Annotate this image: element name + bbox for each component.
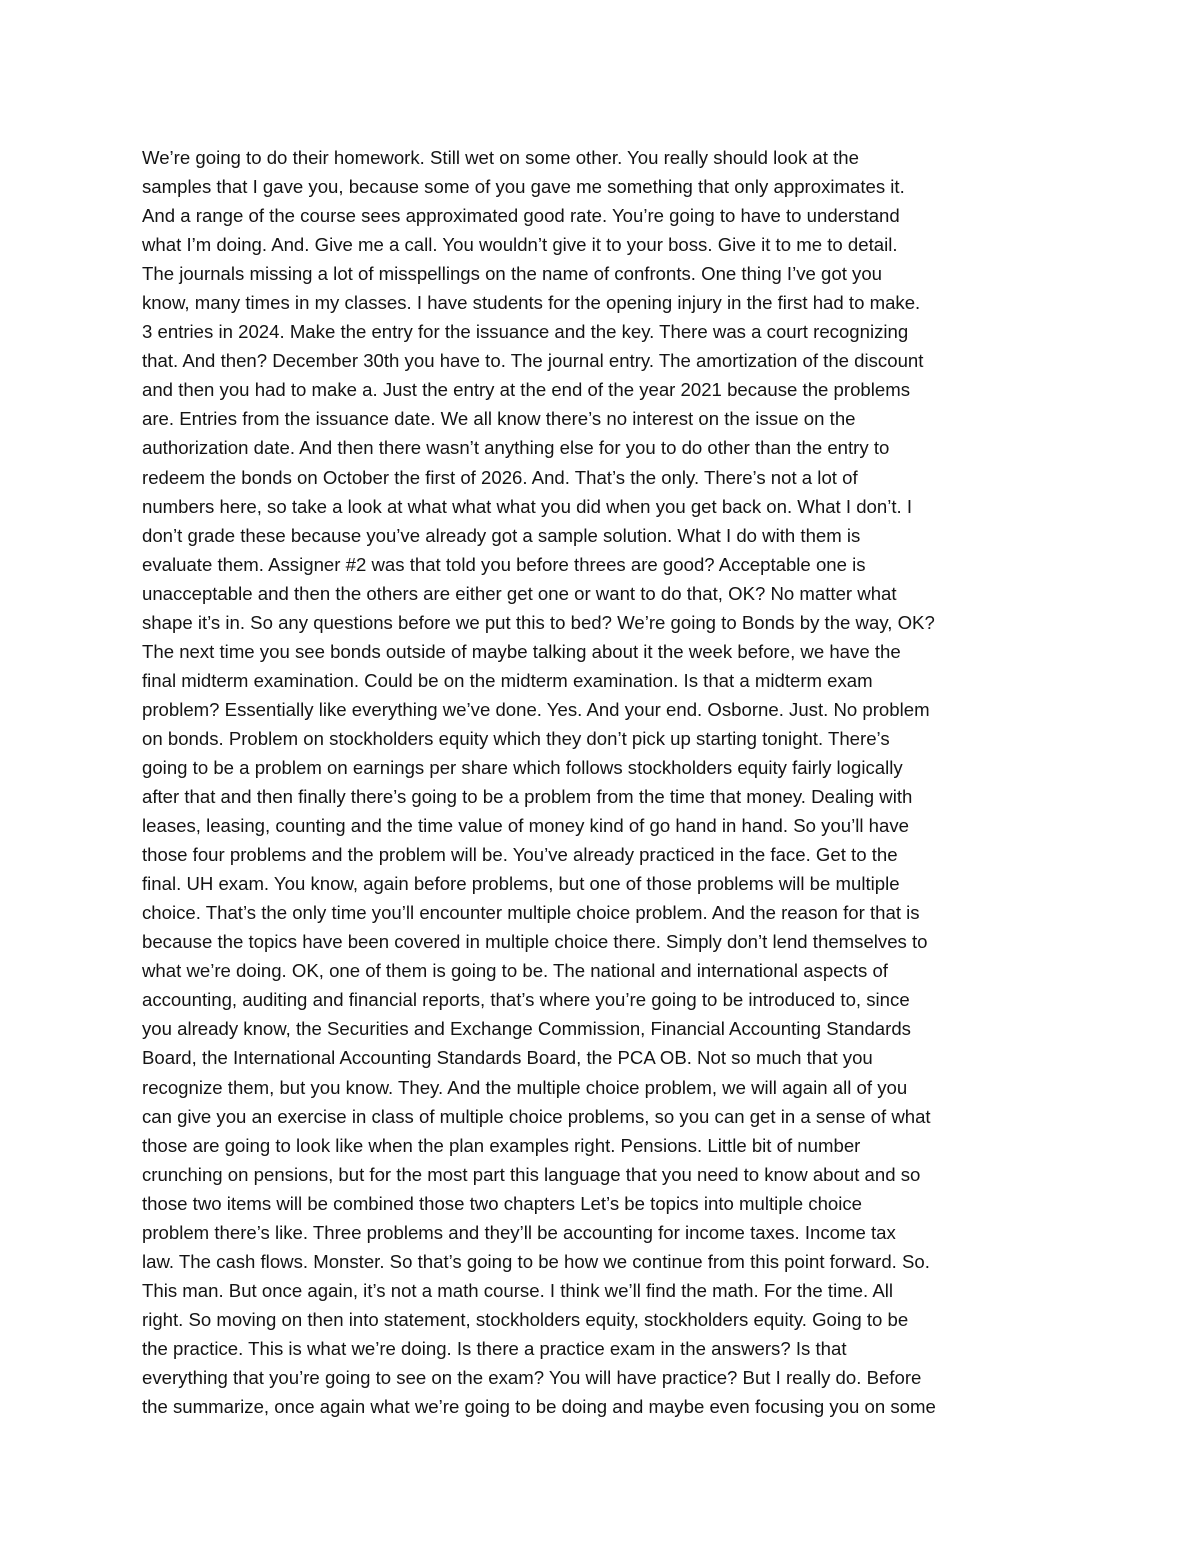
text-line-30: accounting, auditing and financial reports, that’s where you’re going to be introduced to, since bbox=[142, 989, 910, 1011]
text-line-25: those four problems and the problem will be. You’ve already practiced in the face. Get to the bbox=[142, 844, 898, 866]
text-line-19: final midterm examination. Could be on the midterm examination. Is that a midterm exam bbox=[142, 669, 873, 691]
text-line-16: unacceptable and then the others are either get one or want to do that, OK? No matter what bbox=[142, 582, 897, 604]
text-line-29: what we’re doing. OK, one of them is going to be. The national and international aspects of bbox=[142, 960, 888, 982]
text-line-41: right. So moving on then into statement, stockholders equity, stockholders equity. Going to be bbox=[142, 1308, 909, 1330]
text-line-44: the summarize, once again what we’re going to be doing and maybe even focusing you on some bbox=[142, 1396, 936, 1418]
text-line-31: you already know, the Securities and Exchange Commission, Financial Accounting Standards bbox=[142, 1018, 911, 1040]
text-line-35: those are going to look like when the plan examples right. Pensions. Little bit of number bbox=[142, 1134, 861, 1156]
text-line-38: problem there’s like. Three problems and they’ll be accounting for income taxes. Income tax bbox=[142, 1221, 896, 1243]
text-line-26: final. UH exam. You know, again before problems, but one of those problems will be multiple bbox=[142, 873, 900, 895]
text-line-34: can give you an exercise in class of multiple choice problems, so you can get in a sense of what bbox=[142, 1105, 931, 1127]
text-line-10: are. Entries from the issuance date. We all know there’s no interest on the issue on the bbox=[142, 408, 856, 430]
text-line-21: on bonds. Problem on stockholders equity which they don’t pick up starting tonight. There’s bbox=[142, 727, 890, 749]
text-line-27: choice. That’s the only time you’ll encounter multiple choice problem. And the reason for that is bbox=[142, 902, 920, 924]
text-line-1: We’re going to do their homework. Still wet on some other. You really should look at the bbox=[142, 147, 859, 168]
text-line-6: know, many times in my classes. I have students for the opening injury in the first had to make. bbox=[142, 292, 921, 314]
text-line-36: crunching on pensions, but for the most part this language that you need to know about and so bbox=[142, 1163, 921, 1185]
text-line-18: The next time you see bonds outside of maybe talking about it the week before, we have the bbox=[142, 640, 901, 662]
text-line-15: evaluate them. Assigner #2 was that told you before threes are good? Acceptable one is bbox=[142, 553, 866, 575]
text-line-42: the practice. This is what we’re doing. Is there a practice exam in the answers? Is that bbox=[142, 1337, 847, 1359]
text-line-37: those two items will be combined those two chapters Let’s be topics into multiple choice bbox=[142, 1192, 863, 1214]
text-line-33: recognize them, but you know. They. And the multiple choice problem, we will again all of you bbox=[142, 1076, 908, 1098]
text-line-5: The journals missing a lot of misspellings on the name of confronts. One thing I’ve got you bbox=[142, 263, 883, 285]
text-line-8: that. And then? December 30th you have to. The journal entry. The amortization of the discount bbox=[142, 350, 924, 372]
text-line-32: Board, the International Accounting Standards Board, the PCA OB. Not so much that you bbox=[142, 1047, 873, 1069]
text-line-28: because the topics have been covered in multiple choice there. Simply don’t lend themselves to bbox=[142, 931, 928, 953]
text-line-9: and then you had to make a. Just the entry at the end of the year 2021 because the problems bbox=[142, 379, 911, 401]
text-line-24: leases, leasing, counting and the time value of money kind of go hand in hand. So you’ll have bbox=[142, 815, 909, 837]
text-line-7: 3 entries in 2024. Make the entry for the issuance and the key. There was a court recognizing bbox=[142, 321, 909, 343]
text-line-4: what I’m doing. And. Give me a call. You wouldn’t give it to your boss. Give it to me to detail. bbox=[142, 234, 898, 256]
text-line-13: numbers here, so take a look at what what what you did when you get back on. What I don’t. I bbox=[142, 495, 913, 517]
text-line-17: shape it’s in. So any questions before we put this to bed? We’re going to Bonds by the way, OK? bbox=[142, 611, 935, 633]
text-line-23: after that and then finally there’s going to be a problem from the time that money. Dealing with bbox=[142, 786, 913, 808]
text-line-40: This man. But once again, it’s not a math course. I think we’ll find the math. For the time. All bbox=[142, 1279, 893, 1301]
text-line-11: authorization date. And then there wasn’t anything else for you to do other than the entry to bbox=[142, 437, 890, 459]
text-line-3: And a range of the course sees approximated good rate. You’re going to have to understand bbox=[142, 205, 900, 227]
text-line-39: law. The cash flows. Monster. So that’s going to be how we continue from this point forward. So. bbox=[142, 1250, 930, 1272]
text-line-14: don’t grade these because you’ve already got a sample solution. What I do with them is bbox=[142, 524, 861, 546]
text-line-22: going to be a problem on earnings per share which follows stockholders equity fairly logically bbox=[142, 756, 903, 778]
text-line-2: samples that I gave you, because some of you gave me something that only approximates it. bbox=[142, 176, 905, 198]
text-line-20: problem? Essentially like everything we’ve done. Yes. And your end. Osborne. Just. No problem bbox=[142, 698, 930, 720]
text-line-43: everything that you’re going to see on the exam? You will have practice? But I really do. Before bbox=[142, 1366, 922, 1388]
text-line-12: redeem the bonds on October the first of 2026. And. That’s the only. There’s not a lot of bbox=[142, 466, 858, 488]
transcript-paragraph bbox=[142, 143, 1072, 1421]
